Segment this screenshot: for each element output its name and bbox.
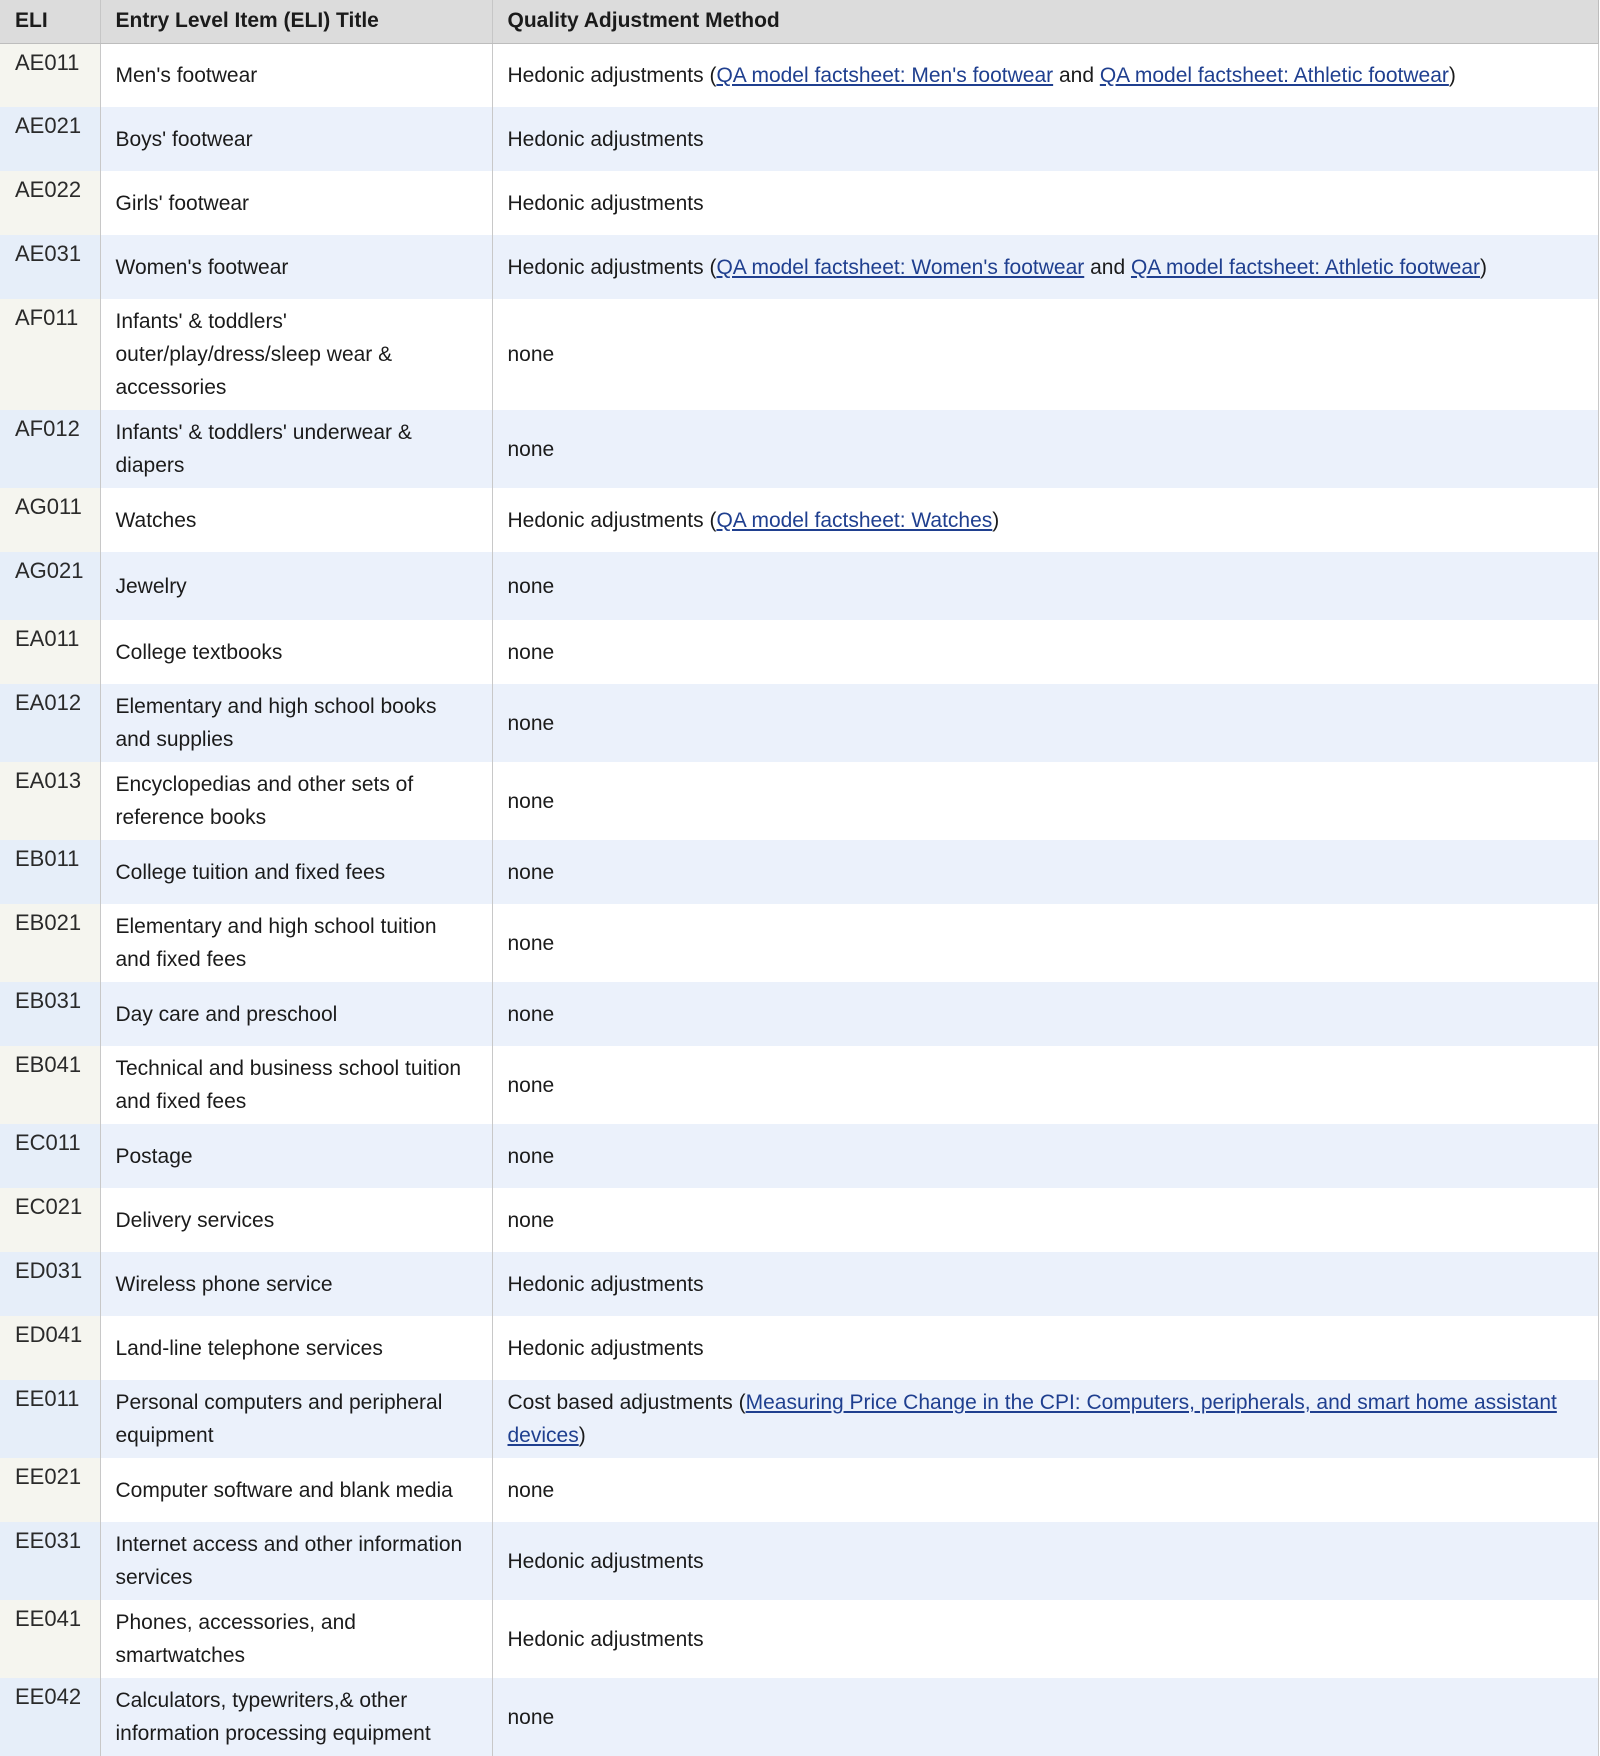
method-text: ) [578, 1424, 586, 1447]
method-cell [492, 1600, 1598, 1678]
method-cell [492, 1316, 1598, 1380]
table-row [0, 904, 1598, 982]
method-text: Hedonic adjustments [507, 191, 704, 215]
method-cell [492, 904, 1598, 982]
eli-code-cell: EE031 [0, 1522, 100, 1600]
factsheet-link[interactable]: QA model factsheet: Watches [716, 508, 993, 532]
table-row [0, 171, 1598, 235]
method-cell [492, 684, 1598, 762]
factsheet-link[interactable]: QA model factsheet: Athletic footwear [1099, 63, 1449, 87]
method-cell [492, 299, 1598, 410]
method-cell [492, 1458, 1598, 1522]
method-cell [492, 620, 1598, 684]
eli-code-cell: EE041 [0, 1600, 100, 1678]
table-row [0, 410, 1598, 488]
eli-code-cell: ED031 [0, 1252, 100, 1316]
method-text: Hedonic adjustments [507, 1272, 704, 1296]
factsheet-link[interactable]: Measuring Price Change in the CPI: Computers, peripherals, and smart home assistant devices [507, 1391, 1557, 1447]
table-row [0, 107, 1598, 171]
header-eli: ELI [0, 0, 100, 43]
method-text: Hedonic adjustments [507, 1627, 704, 1651]
eli-title-cell: Infants' & toddlers' outer/play/dress/sleep wear & accessories [100, 299, 492, 410]
method-text: Hedonic adjustments [507, 1549, 704, 1573]
eli-title-cell: Internet access and other information services [100, 1522, 492, 1600]
eli-code-cell: AE022 [0, 171, 100, 235]
method-cell [492, 107, 1598, 171]
eli-title-cell: Technical and business school tuition and fixed fees [100, 1046, 492, 1124]
eli-title-cell: Men's footwear [100, 43, 492, 107]
method-text: none [507, 574, 555, 598]
header-row [0, 0, 1598, 43]
table-row [0, 235, 1598, 299]
table-row [0, 43, 1598, 107]
method-cell [492, 235, 1598, 299]
factsheet-link[interactable]: QA model factsheet: Men's footwear [716, 63, 1054, 87]
method-text: none [507, 931, 555, 955]
eli-title-cell: Calculators, typewriters,& other information processing equipment [100, 1678, 492, 1756]
eli-title-cell: Personal computers and peripheral equipment [100, 1380, 492, 1458]
eli-code-cell: EA012 [0, 684, 100, 762]
table-row [0, 1600, 1598, 1678]
method-text: none [507, 860, 555, 884]
eli-code-cell: EE011 [0, 1380, 100, 1458]
eli-title-cell: Wireless phone service [100, 1252, 492, 1316]
table-row [0, 1678, 1598, 1756]
method-text: and [1053, 63, 1100, 87]
eli-title-cell: Computer software and blank media [100, 1458, 492, 1522]
header-method: Quality Adjustment Method [492, 0, 1598, 43]
table-row [0, 1188, 1598, 1252]
eli-code-cell: AG011 [0, 488, 100, 552]
table-row [0, 762, 1598, 840]
method-cell [492, 762, 1598, 840]
eli-title-cell: Girls' footwear [100, 171, 492, 235]
table-row [0, 684, 1598, 762]
method-text: and [1084, 255, 1131, 279]
method-cell [492, 1124, 1598, 1188]
method-text: none [507, 1002, 555, 1026]
method-text: none [507, 343, 555, 366]
eli-title-cell: Day care and preschool [100, 982, 492, 1046]
method-text: none [507, 1144, 555, 1168]
eli-title-cell: Postage [100, 1124, 492, 1188]
method-text: Hedonic adjustments ( [507, 63, 717, 87]
method-text: Hedonic adjustments [507, 1336, 704, 1360]
eli-code-cell: EA013 [0, 762, 100, 840]
method-cell [492, 1522, 1598, 1600]
factsheet-link[interactable]: QA model factsheet: Women's footwear [716, 255, 1085, 279]
table-row [0, 299, 1598, 410]
eli-code-cell: EC021 [0, 1188, 100, 1252]
method-text: Hedonic adjustments [507, 127, 704, 151]
method-text: none [507, 789, 555, 813]
method-text: none [507, 711, 555, 735]
eli-code-cell: AE031 [0, 235, 100, 299]
eli-code-cell: EB011 [0, 840, 100, 904]
table-row [0, 552, 1598, 620]
eli-title-cell: Boys' footwear [100, 107, 492, 171]
eli-code-cell: EE042 [0, 1678, 100, 1756]
eli-code-cell: ED041 [0, 1316, 100, 1380]
table-row [0, 1316, 1598, 1380]
table-row [0, 982, 1598, 1046]
method-text: ) [992, 508, 1000, 532]
table-row [0, 1458, 1598, 1522]
eli-code-cell: AG021 [0, 552, 100, 620]
eli-title-cell: Encyclopedias and other sets of reference books [100, 762, 492, 840]
table-header [0, 0, 1598, 43]
method-cell [492, 43, 1598, 107]
eli-code-cell: AF012 [0, 410, 100, 488]
table-row [0, 1380, 1598, 1458]
method-text: none [507, 437, 555, 461]
table-body [0, 43, 1598, 1756]
method-cell [492, 488, 1598, 552]
table-row [0, 488, 1598, 552]
eli-code-cell: EB041 [0, 1046, 100, 1124]
eli-code-cell: EE021 [0, 1458, 100, 1522]
eli-title-cell: Jewelry [100, 552, 492, 620]
eli-title-cell: Watches [100, 488, 492, 552]
eli-title-cell: Infants' & toddlers' underwear & diapers [100, 410, 492, 488]
method-cell [492, 840, 1598, 904]
method-text: Hedonic adjustments ( [507, 508, 717, 532]
method-text: ) [1448, 63, 1456, 87]
method-text: ) [1480, 255, 1487, 279]
eli-code-cell: AE011 [0, 43, 100, 107]
method-text: none [507, 640, 555, 664]
eli-title-cell: Elementary and high school tuition and fixed fees [100, 904, 492, 982]
method-cell [492, 982, 1598, 1046]
method-cell [492, 1188, 1598, 1252]
method-cell [492, 1380, 1598, 1458]
eli-code-cell: AF011 [0, 299, 100, 410]
table-row [0, 1124, 1598, 1188]
eli-title-cell: College textbooks [100, 620, 492, 684]
eli-code-cell: EC011 [0, 1124, 100, 1188]
eli-title-cell: College tuition and fixed fees [100, 840, 492, 904]
factsheet-link[interactable]: QA model factsheet: Athletic footwear [1130, 255, 1480, 279]
eli-code-cell: EB021 [0, 904, 100, 982]
eli-title-cell: Phones, accessories, and smartwatches [100, 1600, 492, 1678]
method-cell [492, 1678, 1598, 1756]
method-cell [492, 1252, 1598, 1316]
method-text: none [507, 1208, 555, 1232]
method-cell [492, 1046, 1598, 1124]
eli-title-cell: Land-line telephone services [100, 1316, 492, 1380]
table-row [0, 1252, 1598, 1316]
eli-code-cell: EA011 [0, 620, 100, 684]
eli-title-cell: Women's footwear [100, 235, 492, 299]
eli-code-cell: AE021 [0, 107, 100, 171]
table-row [0, 1522, 1598, 1600]
method-cell [492, 171, 1598, 235]
table-row [0, 840, 1598, 904]
eli-title-cell: Elementary and high school books and supplies [100, 684, 492, 762]
method-text: Cost based adjustments ( [507, 1391, 746, 1414]
method-text: none [507, 1478, 555, 1502]
method-text: Hedonic adjustments ( [507, 255, 717, 279]
table-row [0, 1046, 1598, 1124]
method-text: none [507, 1073, 555, 1097]
eli-title-cell: Delivery services [100, 1188, 492, 1252]
method-text: none [507, 1705, 555, 1729]
method-cell [492, 410, 1598, 488]
table-row [0, 620, 1598, 684]
header-title: Entry Level Item (ELI) Title [100, 0, 492, 43]
method-cell [492, 552, 1598, 620]
eli-code-cell: EB031 [0, 982, 100, 1046]
